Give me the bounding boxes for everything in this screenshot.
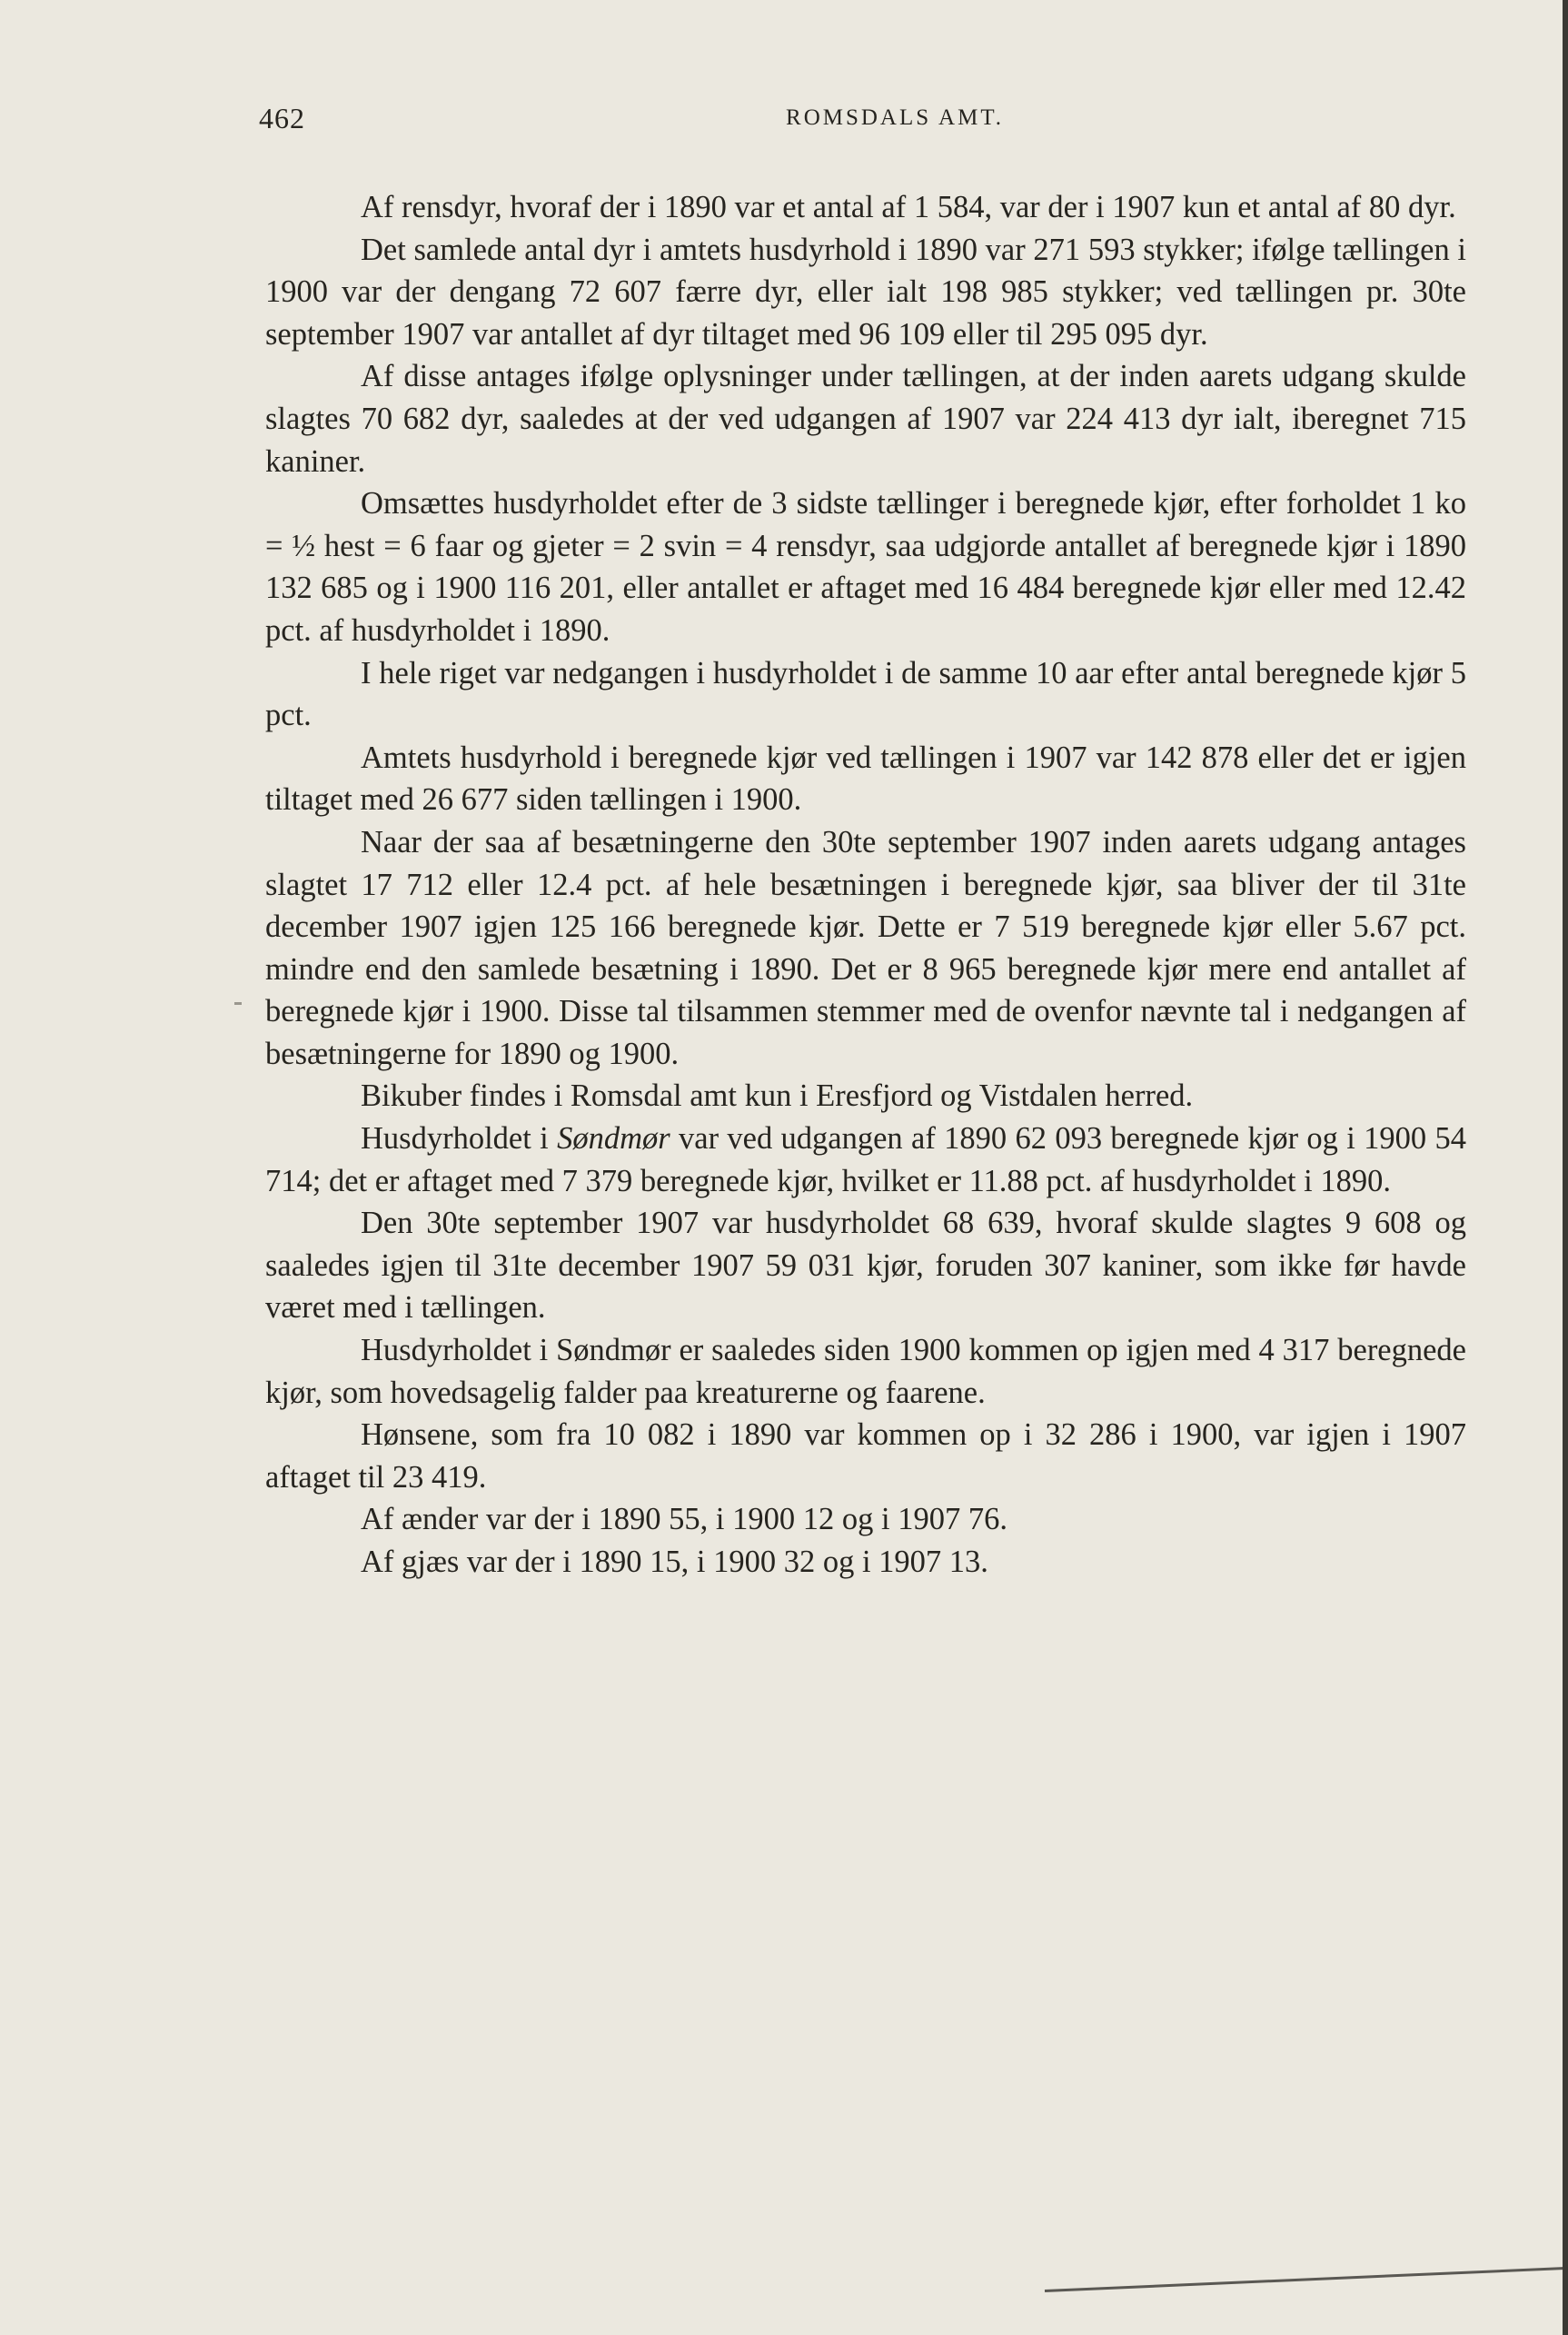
soendmoer-text-before: Husdyrholdet i [361,1121,558,1157]
paragraph-bikuber: Bikuber findes i Romsdal amt kun i Eresfjord og Vistdalen herred. [361,1078,1194,1114]
soendmoer-italic: Søndmør [557,1121,670,1157]
paragraph-gjaes: Af gjæs var der i 1890 15, i 1900 32 og i 1907 13. [361,1545,988,1579]
page-header [259,102,1467,138]
page-edge-shadow [1563,0,1568,2335]
paragraph-honsene: Hønsene, som fra 10 082 i 1890 var kommen op i 32 286 i 1900, var igjen i 1907 aftaget til 23 419. [265,1417,1466,1495]
paragraph-beregnede-kjor: Omsættes husdyrholdet efter de 3 sidste tællinger i beregnede kjør, efter forholdet 1 ko = ½ hest = 6 faar og gjeter = 2 svin = 4 rensdyr, saa udgjorde antallet af beregnede kjør i 1890 132 685 og i 1900 116 201, eller antallet er aftaget med 16 484 beregnede kjør eller med 12.42 pct. af husdyrholdet i 1890. [265,486,1466,648]
page-fold-line [1045,2267,1568,2292]
paragraph-besaetningerne: Naar der saa af besætningerne den 30te september 1907 inden aarets udgang antages slagtet 17 712 eller 12.4 pct. af hele besætningen i beregnede kjør, saa bliver der til 31te december 1907 igjen 125 166 beregnede kjør. Dette er 7 519 beregnede kjør eller 5.67 pct. mindre end den samlede besætning i 1890. Det er 8 965 beregnede kjør mere end antallet af beregnede kjør i 1900. Disse tal tilsammen stemmer med de ovenfor nævnte tal i nedgangen af besætningerne for 1890 og 1900. [265,824,1466,1071]
paragraph-amtets-husdyrhold: Amtets husdyrhold i beregnede kjør ved tællingen i 1907 var 142 878 eller det er igjen tiltaget med 26 677 siden tællingen i 1900. [265,740,1466,818]
paragraph-rensdyr: Af rensdyr, hvoraf der i 1890 var et antal af 1 584, var der i 1907 kun et antal af 80 dyr. [361,190,1456,224]
soendmoer-text-after: var ved udgangen af 1890 62 093 beregnede kjør og i 1900 54 714; det er aftaget med 7 379 beregnede kjør, hvilket er 11.88 pct. af husdyrholdet i 1890. [265,1121,1466,1198]
paragraph-hele-riget: I hele riget var nedgangen i husdyrholdet i de samme 10 aar efter antal beregnede kjør 5 pct. [265,655,1466,733]
paragraph-aender: Af ænder var der i 1890 55, i 1900 12 og i 1907 76. [361,1502,1007,1537]
page-number: 462 [259,102,305,134]
paragraph-30te-september: Den 30te september 1907 var husdyrholdet 68 639, hvoraf skulde slagtes 9 608 og saaledes igjen til 31te december 1907 59 031 kjør, foruden 307 kaniner, som ikke før havde været med i tællingen. [265,1206,1466,1326]
margin-mark [234,1002,242,1005]
paragraph-samlede-antal: Det samlede antal dyr i amtets husdyrhold i 1890 var 271 593 stykker; ifølge tællingen i 1900 var der dengang 72 607 færre dyr, eller ialt 198 985 stykker; ved tællingen pr. 30te september 1907 var antallet af dyr tiltaget med 96 109 eller til 295 095 dyr. [265,232,1466,352]
body-text [265,186,1466,1584]
paragraph-slagtes: Af disse antages ifølge oplysninger under tællingen, at der inden aarets udgang skulde slagtes 70 682 dyr, saaledes at der ved udgangen af 1907 var 224 413 dyr ialt, iberegnet 715 kaniner. [265,359,1466,479]
paragraph-kommen-op: Husdyrholdet i Søndmør er saaledes siden 1900 kommen op igjen med 4 317 beregnede kjør, som hovedsagelig falder paa kreaturerne og faarene. [265,1333,1466,1410]
paragraph-soendmoer [265,1118,1466,1202]
running-head: ROMSDALS AMT. [786,105,1004,130]
